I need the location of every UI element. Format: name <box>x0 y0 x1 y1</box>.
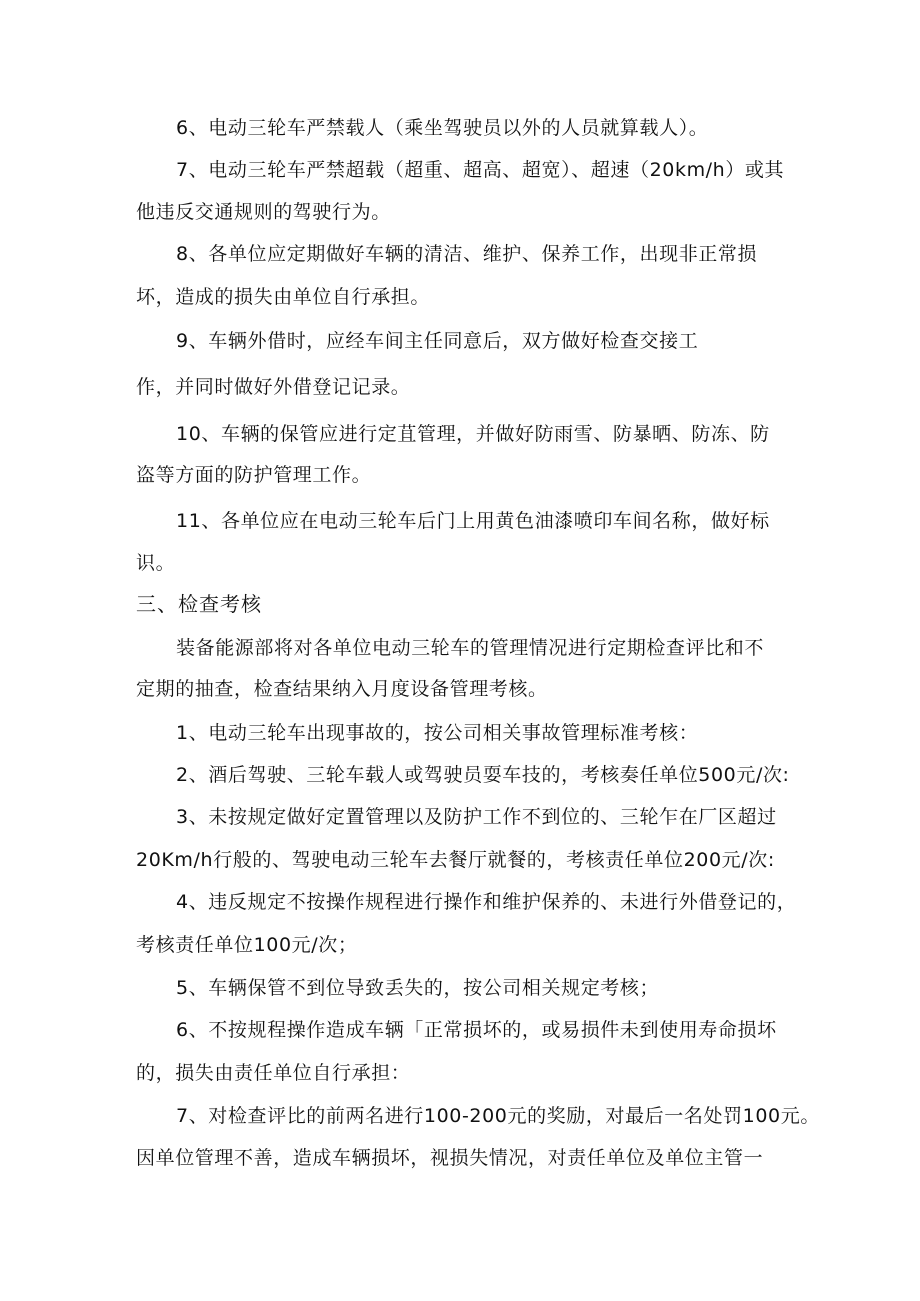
paragraph-line: 因单位管理不善，造成车辆损坏，视损失情况，对责任单位及单位主管一 <box>136 1147 764 1169</box>
paragraph-line: 8、各单位应定期做好车辆的清洁、维护、保养工作，出现非正常损 <box>176 243 758 265</box>
paragraph-line: 的，损失由责任单位自行承担： <box>136 1062 411 1084</box>
paragraph-line: 9、车辆外借时，应经车间主任同意后，双方做好检查交接工 <box>176 330 699 352</box>
paragraph-line: 考核责任单位100元/次； <box>136 934 358 956</box>
paragraph-line: 6、不按规程操作造成车辆「正常损坏的，或易损件未到使用寿命损坏 <box>176 1019 777 1041</box>
paragraph-line: 10、车辆的保管应进行定苴管理，并做好防雨雪、防暴晒、防冻、防 <box>176 423 770 445</box>
paragraph-line: 他违反交通规则的驾驶行为。 <box>136 201 391 223</box>
paragraph-line: 定期的抽查，检查结果纳入月度设备管理考核。 <box>136 678 548 700</box>
paragraph-line: 5、车辆保管不到位导致丢失的，按公司相关规定考核； <box>176 977 660 999</box>
paragraph-line: 3、未按规定做好定置管理以及防护工作不到位的、三轮乍在厂区超过 <box>176 806 777 828</box>
paragraph-line: 2、酒后驾驶、三轮车载人或驾驶员耍车技的，考核奏任单位500元/次: <box>176 764 790 786</box>
paragraph-line: 盗等方面的防护管理工作。 <box>136 464 372 486</box>
paragraph-line: 6、电动三轮车严禁载人（乘坐驾驶员以外的人员就算载人）。 <box>176 117 709 139</box>
paragraph-line: 坏，造成的损失由单位自行承担。 <box>136 286 431 308</box>
paragraph-line: 11、各单位应在电动三轮车后门上用黄色油漆喷印车间名称，做好标 <box>176 510 770 532</box>
paragraph-line: 识。 <box>136 552 176 574</box>
paragraph-line: 1、电动三轮车出现事故的，按公司相关事故管理标准考核： <box>176 722 699 744</box>
paragraph-line: 作，并同时做好外借登记记录。 <box>136 376 411 398</box>
paragraph-line: 装备能源部将对各单位电动三轮车的管理情况进行定期检查评比和不 <box>176 637 765 659</box>
paragraph-line: 7、电动三轮车严禁超载（超重、超高、超宽）、超速（20km/h）或其 <box>176 159 785 181</box>
paragraph-line: 4、违反规定不按操作规程进行操作和维护保养的、未进行外借登记的， <box>176 891 797 913</box>
section-heading: 三、检查考核 <box>136 592 262 616</box>
paragraph-line: 7、对检查评比的前两名进行100-200元的奖励，对最后一名处罚100元。 <box>176 1105 820 1127</box>
paragraph-line: 20Km/h行般的、驾驶电动三轮车去餐厅就餐的，考核责任单位200元/次: <box>136 849 775 871</box>
